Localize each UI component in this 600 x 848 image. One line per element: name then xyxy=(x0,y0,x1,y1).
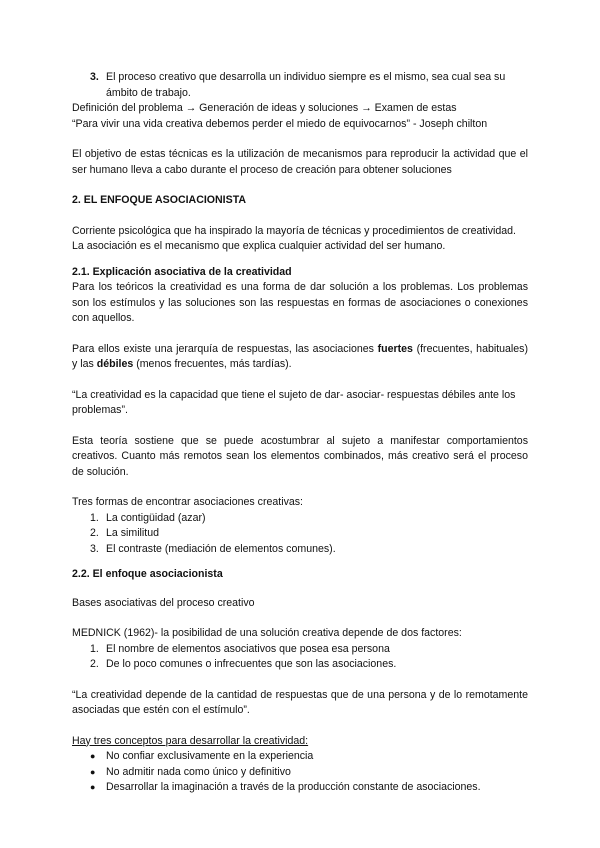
bullet-icon: ● xyxy=(90,782,96,792)
list-number: 2. xyxy=(90,658,99,670)
theory-paragraph: Esta teoría sostiene que se puede acostumbrar al sujeto a manifestar comportamientos creativos. Cuanto más remotos sean los elementos combinados, más creativo será el proceso de solución. xyxy=(72,434,528,478)
list-item xyxy=(72,657,528,673)
list-number: 1. xyxy=(90,642,99,655)
bullet-icon: ● xyxy=(90,766,96,777)
list-number: 2. xyxy=(90,527,99,539)
hierarchy-paragraph xyxy=(72,342,528,373)
hierarchy-weak: débiles xyxy=(96,358,134,370)
list-number: 3. xyxy=(90,71,99,83)
subsection-2-1-title: 2.1. Explicación asociativa de la creatividad xyxy=(72,265,292,278)
list-item xyxy=(72,780,528,796)
concepts-title: Hay tres conceptos para desarrollar la creatividad: xyxy=(72,734,309,747)
list-number: 1. xyxy=(90,511,99,524)
list-item-text: No confiar exclusivamente en la experiencia xyxy=(106,750,314,762)
subsection-2-1-paragraph: Para los teóricos la creatividad es una forma de dar solución a los problemas. Los problemas son los estímulos y las soluciones son las respuestas en formas de asociaciones o conexiones con aquellos. xyxy=(72,281,528,324)
list-item xyxy=(72,749,528,765)
list-item xyxy=(72,642,528,658)
section-2-title: 2. EL ENFOQUE ASOCIACIONISTA xyxy=(72,194,247,206)
list-item-text: La contigüidad (azar) xyxy=(106,511,206,524)
process-line: Definición del problema → Generación de ideas y soluciones → Examen de estas xyxy=(72,102,457,114)
bullet-icon: ● xyxy=(90,751,96,761)
hierarchy-mid: (frecuentes, habituales) y las xyxy=(72,342,529,370)
list-item-text: El proceso creativo que desarrolla un individuo siempre es el mismo, sea cual sea su ámbito de trabajo. xyxy=(106,71,506,99)
list-item-3 xyxy=(72,70,528,101)
three-forms-list xyxy=(72,511,528,558)
bases-line: Bases asociativas del proceso creativo xyxy=(72,596,255,609)
quote-cantidad: “La creatividad depende de la cantidad de respuestas que de una persona y de lo remotamente asociadas que estén con el estímulo”. xyxy=(72,688,528,716)
quote-creatividad: “La creatividad es la capacidad que tiene el sujeto de dar- asociar- respuestas débiles ante los problemas”. xyxy=(72,388,516,416)
list-item-text: No admitir nada como único y definitivo xyxy=(106,765,291,778)
list-number: 3. xyxy=(90,542,99,555)
subsection-2-2-title: 2.2. El enfoque asociacionista xyxy=(72,568,223,580)
list-item-text: El contraste (mediación de elementos comunes). xyxy=(106,542,336,555)
list-item xyxy=(72,765,528,781)
list-item-text: De lo poco comunes o infrecuentes que son las asociaciones. xyxy=(106,658,397,670)
mednick-intro: MEDNICK (1962)- la posibilidad de una solución creativa depende de dos factores: xyxy=(72,627,462,639)
list-item xyxy=(72,542,528,558)
mednick-factors-list xyxy=(72,642,528,673)
section-2-intro: Corriente psicológica que ha inspirado la mayoría de técnicas y procedimientos de creatividad. La asociación es el mecanismo que explica cualquier actividad del ser humano. xyxy=(72,224,517,252)
list-item xyxy=(72,511,528,527)
hierarchy-pre: Para ellos existe una jerarquía de respuestas, las asociaciones xyxy=(72,342,378,355)
list-item-text: El nombre de elementos asociativos que posea esa persona xyxy=(106,642,390,655)
hierarchy-post: (menos frecuentes, más tardías). xyxy=(133,358,292,370)
three-forms-intro: Tres formas de encontrar asociaciones creativas: xyxy=(72,496,304,508)
concepts-list xyxy=(72,749,528,796)
list-item xyxy=(72,526,528,542)
quote-chilton: “Para vivir una vida creativa debemos perder el miedo de equivocarnos” - Joseph chilton xyxy=(72,117,488,130)
document-page xyxy=(72,70,528,796)
objective-paragraph: El objetivo de estas técnicas es la utilización de mecanismos para reproducir la actividad que el ser humano lleva a cabo durante el proceso de creación para obtener soluciones xyxy=(72,148,528,176)
hierarchy-strong: fuertes xyxy=(377,342,413,355)
list-item-text: Desarrollar la imaginación a través de la producción constante de asociaciones. xyxy=(106,781,481,793)
list-item-text: La similitud xyxy=(106,527,159,539)
